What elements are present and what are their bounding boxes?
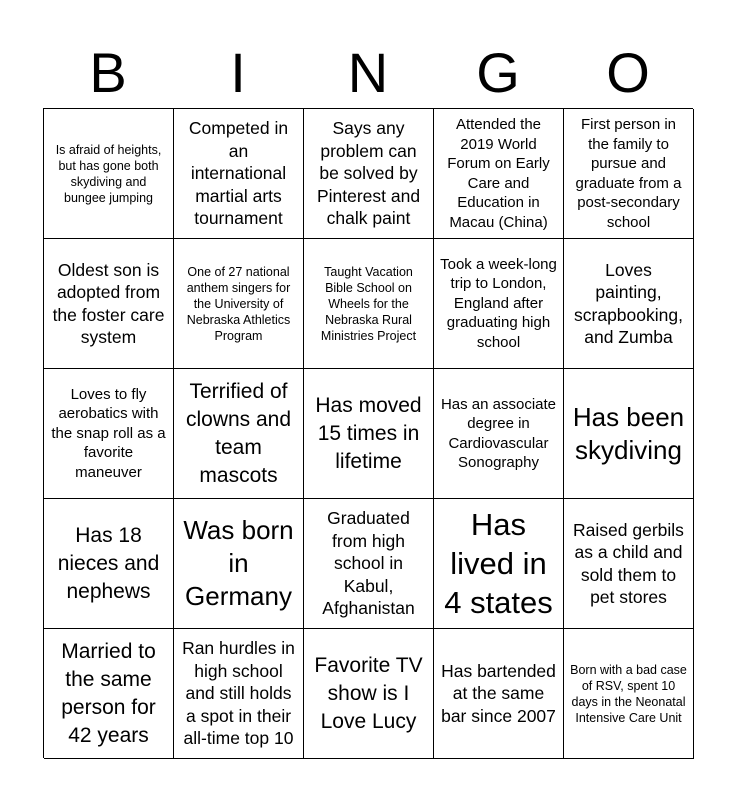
bingo-cell-text: Ran hurdles in high school and still holds a spot in their all-time top 10	[182, 638, 295, 749]
bingo-cell-text: Has an associate degree in Cardiovascular Sonography	[440, 395, 557, 471]
bingo-cell[interactable]	[434, 369, 564, 499]
bingo-cell[interactable]	[44, 109, 174, 239]
bingo-cell[interactable]	[304, 629, 434, 759]
bingo-cell-text: Graduated from high school in Kabul, Afghanistan	[322, 508, 415, 619]
bingo-header	[43, 38, 693, 108]
bingo-cell-text: Says any problem can be solved by Pinterest and chalk paint	[316, 118, 421, 229]
bingo-cell[interactable]	[174, 369, 304, 499]
bingo-cell[interactable]	[564, 239, 694, 369]
bingo-cell-text: Terrified of clowns and team mascots	[185, 379, 292, 487]
bingo-cell-text: Took a week-long trip to London, England after graduating high school	[440, 255, 557, 351]
bingo-cell-text: Has moved 15 times in lifetime	[315, 393, 422, 473]
bingo-cell-text: Has lived in 4 states	[444, 507, 553, 620]
bingo-cell-text: Taught Vacation Bible School on Wheels for the Nebraska Rural Ministries Project	[320, 264, 417, 343]
bingo-cell[interactable]	[564, 109, 694, 239]
bingo-cell-text: Competed in an international martial arts tournament	[188, 118, 289, 229]
bingo-cell[interactable]	[434, 499, 564, 629]
bingo-cell-text: Is afraid of heights, but has gone both skydiving and bungee jumping	[55, 142, 162, 205]
bingo-cell-text: Loves to fly aerobatics with the snap roll as a favorite maneuver	[51, 385, 166, 481]
bingo-cell-text: Has bartended at the same bar since 2007	[441, 660, 556, 726]
bingo-cell[interactable]	[304, 499, 434, 629]
bingo-cell-text: Raised gerbils as a child and sold them to pet stores	[573, 519, 684, 607]
bingo-cell-text: Has 18 nieces and nephews	[57, 523, 160, 603]
bingo-cell[interactable]	[174, 629, 304, 759]
header-letter-n: N	[347, 41, 389, 104]
bingo-cell[interactable]	[174, 239, 304, 369]
bingo-cell-text: Married to the same person for 42 years	[61, 639, 156, 747]
bingo-cell-text: Has been skydiving	[572, 401, 685, 465]
bingo-cell[interactable]	[434, 109, 564, 239]
bingo-cell-text: Favorite TV show is I Love Lucy	[314, 653, 423, 733]
bingo-cell[interactable]	[44, 369, 174, 499]
header-letter-g: G	[476, 41, 520, 104]
bingo-cell[interactable]	[44, 629, 174, 759]
bingo-cell[interactable]	[44, 239, 174, 369]
bingo-cell[interactable]	[304, 109, 434, 239]
bingo-cell-text: Born with a bad case of RSV, spent 10 days in the Neonatal Intensive Care Unit	[570, 662, 687, 725]
bingo-cell[interactable]	[304, 369, 434, 499]
header-letter-o: O	[606, 41, 650, 104]
header-letter-b: B	[89, 41, 127, 104]
bingo-cell-text: Oldest son is adopted from the foster care system	[52, 259, 165, 347]
bingo-cell[interactable]	[44, 499, 174, 629]
bingo-cell[interactable]	[434, 239, 564, 369]
bingo-cell[interactable]	[434, 629, 564, 759]
bingo-cell[interactable]	[564, 629, 694, 759]
header-letter-i: I	[230, 41, 246, 104]
bingo-cell-text: First person in the family to pursue and graduate from a post-secondary school	[575, 116, 682, 231]
bingo-cell[interactable]	[564, 369, 694, 499]
bingo-cell-text: Loves painting, scrapbooking, and Zumba	[574, 259, 683, 347]
bingo-cell[interactable]	[174, 109, 304, 239]
bingo-cell-text: Was born in Germany	[183, 515, 294, 611]
bingo-cell[interactable]	[564, 499, 694, 629]
bingo-cell[interactable]	[304, 239, 434, 369]
bingo-board	[43, 108, 693, 758]
bingo-cell-text: Attended the 2019 World Forum on Early Care and Education in Macau (China)	[447, 116, 550, 231]
bingo-cell[interactable]	[174, 499, 304, 629]
bingo-cell-text: One of 27 national anthem singers for the University of Nebraska Athletics Program	[186, 264, 291, 343]
